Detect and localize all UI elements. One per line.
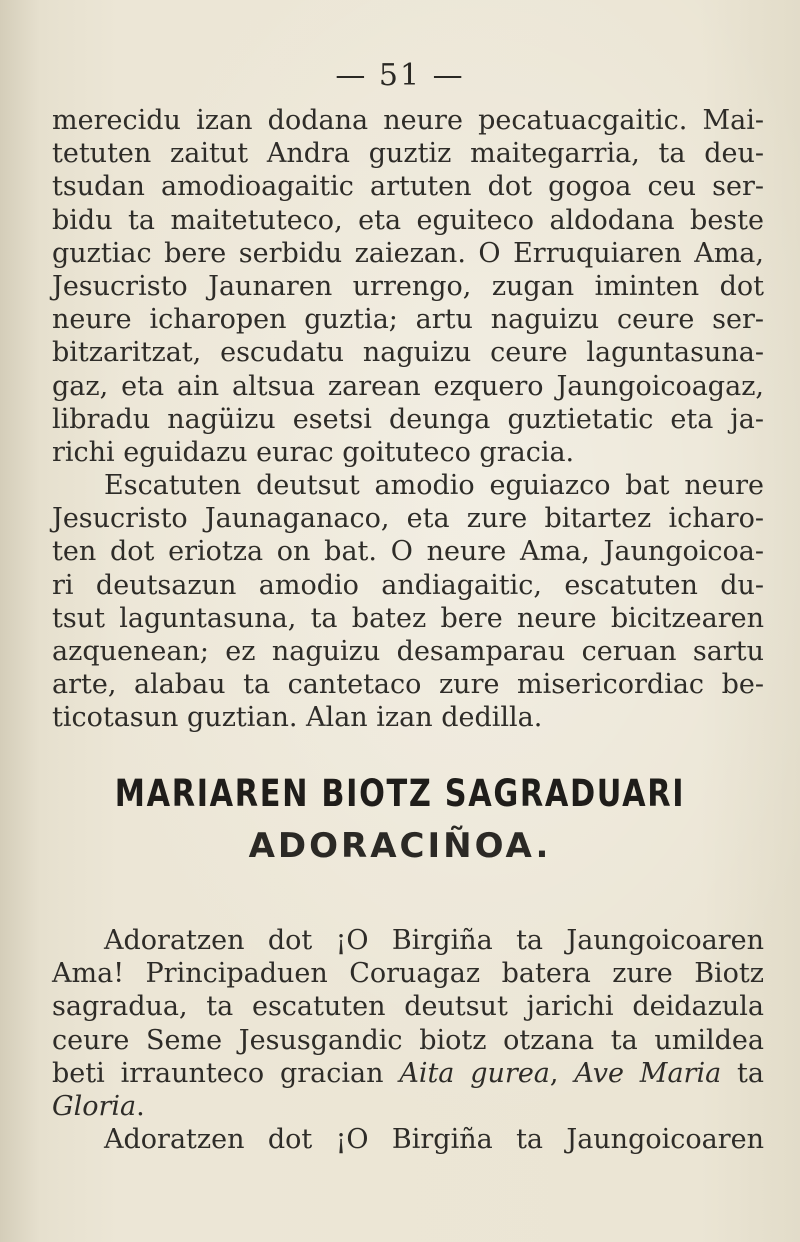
- text-line-with-prayers: [52, 1057, 764, 1090]
- text-line-with-prayers: [52, 1090, 764, 1123]
- text-line: arte, alabau ta cantetaco zure misericordiac be-: [52, 669, 764, 701]
- text-line: Adoratzen dot ¡O Birgiña ta Jaungoicoaren: [104, 1124, 764, 1156]
- text-fragment: beti irraunteco gracian: [52, 1057, 400, 1089]
- text-line: azquenean; ez naguizu desamparau ceruan sartu: [52, 636, 764, 667]
- text-line: Adoratzen dot ¡O Birgiña ta Jaungoicoaren: [104, 925, 764, 956]
- text-line: guztiac bere serbidu zaiezan. O Erruquiaren Ama,: [52, 237, 764, 269]
- text-line: Jesucristo Jaunaganaco, eta zure bitartez icharo-: [52, 503, 764, 535]
- section-heading: MARIAREN BIOTZ SAGRADUARI: [114, 772, 686, 815]
- text-line: sagradua, ta escatuten deutsut jarichi deidazula: [52, 991, 764, 1023]
- text-line: ri deutsazun amodio andiagaitic, escatuten du-: [52, 569, 764, 601]
- text-line: Jesucristo Jaunaren urrengo, zugan iminten dot: [52, 270, 764, 302]
- text-fragment: ta: [721, 1057, 764, 1089]
- text-line: ceure Seme Jesusgandic biotz otzana ta umildea: [52, 1024, 764, 1056]
- text-line: Ama! Principaduen Coruagaz batera zure Biotz: [52, 958, 764, 990]
- text-line: bidu ta maitetuteco, eta eguiteco aldodana beste: [52, 204, 764, 236]
- text-line: merecidu izan dodana neure pecatuacgaitic. Mai-: [52, 105, 764, 136]
- text-line: richi eguidazu eurac goituteco gracia.: [52, 436, 575, 468]
- text-fragment: .: [136, 1090, 145, 1122]
- text-line: tsut laguntasuna, ta batez bere neure bicitzearen: [52, 602, 764, 634]
- text-line: ticotasun guztian. Alan izan dedilla.: [52, 702, 543, 734]
- text-line: libradu nagüizu esetsi deunga guztietatic eta ja-: [52, 403, 764, 435]
- text-line: bitzaritzat, escudatu naguizu ceure laguntasuna-: [52, 337, 764, 369]
- text-line: neure icharopen guztia; artu naguizu ceure ser-: [52, 304, 764, 336]
- text-line: Escatuten deutsut amodio eguiazco bat neure: [104, 470, 764, 502]
- text-line: tetuten zaitut Andra guztiz maitegarria, ta deu-: [52, 138, 764, 170]
- prayer-title: Ave Maria: [574, 1057, 722, 1089]
- section-subheading: ADORACIÑOA.: [248, 826, 552, 866]
- page-number: — 51 —: [335, 58, 465, 93]
- body-text-top: [52, 104, 764, 735]
- prayer-title: Gloria: [52, 1090, 137, 1122]
- prayer-title: Aita gurea: [399, 1057, 550, 1089]
- body-text-bottom: [52, 924, 764, 1156]
- text-line: tsudan amodioagaitic artuten dot gogoa ceu ser-: [52, 171, 764, 203]
- text-line: gaz, eta ain altsua zarean ezquero Jaungoicoagaz,: [52, 370, 764, 402]
- text-fragment: ,: [549, 1057, 575, 1089]
- text-line: ten dot eriotza on bat. O neure Ama, Jaungoicoa-: [52, 536, 764, 568]
